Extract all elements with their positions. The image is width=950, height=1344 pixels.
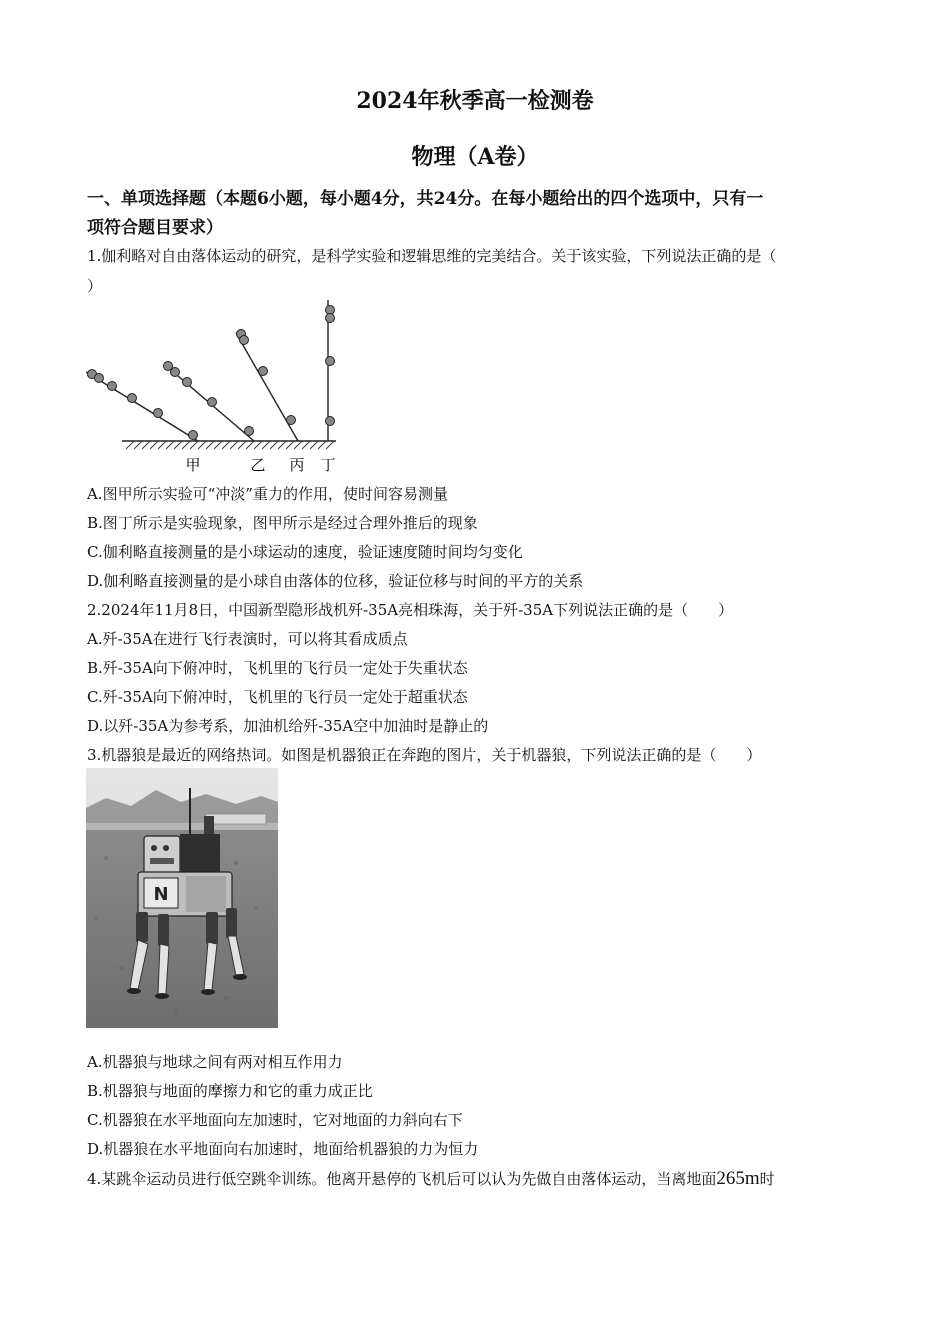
q3-option-b: B.机器狼与地面的摩擦力和它的重力成正比 bbox=[87, 1082, 373, 1100]
q4-stem-after: 时 bbox=[759, 1170, 775, 1188]
section-heading bbox=[87, 185, 867, 243]
figure-label-yi: 乙 bbox=[250, 456, 266, 474]
section-heading-line2: 项符合题目要求） bbox=[87, 218, 223, 238]
galileo-incline-figure bbox=[86, 298, 342, 478]
exam-subtitle: 物理（A卷） bbox=[411, 144, 539, 170]
q2-stem: 2.2024年11月8日，中国新型隐形战机歼-35A亮相珠海，关于歼-35A下列说法正确的是（ ） bbox=[87, 601, 734, 619]
figure-label-bing: 丙 bbox=[289, 456, 305, 474]
q4-distance: 265m bbox=[716, 1168, 760, 1189]
q3-option-d: D.机器狼在水平地面向右加速时，地面给机器狼的力为恒力 bbox=[87, 1140, 479, 1158]
q4-stem-before: 4.某跳伞运动员进行低空跳伞训练。他离开悬停的飞机后可以认为先做自由落体运动，当离地面 bbox=[87, 1170, 717, 1188]
section-heading-line1: 一、单项选择题（本题6小题，每小题4分，共24分。在每小题给出的四个选项中，只有一 bbox=[87, 189, 764, 209]
q3-option-a: A.机器狼与地球之间有两对相互作用力 bbox=[87, 1053, 343, 1071]
q2-option-c: C.歼-35A向下俯冲时，飞机里的飞行员一定处于超重状态 bbox=[87, 688, 468, 706]
q3-stem: 3.机器狼是最近的网络热词。如图是机器狼正在奔跑的图片，关于机器狼，下列说法正确的是（ ） bbox=[87, 746, 762, 764]
q2-option-d: D.以歼-35A为参考系，加油机给歼-35A空中加油时是静止的 bbox=[87, 717, 489, 735]
figure-label-ding: 丁 bbox=[320, 456, 336, 474]
q3-option-c: C.机器狼在水平地面向左加速时，它对地面的力斜向右下 bbox=[87, 1111, 463, 1129]
q2-option-a: A.歼-35A在进行飞行表演时，可以将其看成质点 bbox=[87, 630, 408, 648]
exam-title: 2024年秋季高一检测卷 bbox=[356, 88, 594, 114]
q1-option-b: B.图丁所示是实验现象，图甲所示是经过合理外推后的现象 bbox=[87, 514, 478, 532]
svg-text:N: N bbox=[153, 884, 169, 905]
q1-stem-line1: 1.伽利略对自由落体运动的研究，是科学实验和逻辑思维的完美结合。关于该实验，下列说法正确的是（ bbox=[87, 247, 777, 265]
figure-label-jia: 甲 bbox=[185, 456, 201, 474]
q4-stem bbox=[87, 1169, 872, 1189]
q1-stem-line2: ） bbox=[87, 277, 103, 295]
robot-wolf-photo bbox=[86, 768, 278, 1028]
q1-option-c: C.伽利略直接测量的是小球运动的速度，验证速度随时间均匀变化 bbox=[87, 543, 523, 561]
q1-option-a: A.图甲所示实验可“冲淡”重力的作用，使时间容易测量 bbox=[87, 485, 448, 503]
q2-option-b: B.歼-35A向下俯冲时，飞机里的飞行员一定处于失重状态 bbox=[87, 659, 468, 677]
q1-option-d: D.伽利略直接测量的是小球自由落体的位移，验证位移与时间的平方的关系 bbox=[87, 572, 584, 590]
